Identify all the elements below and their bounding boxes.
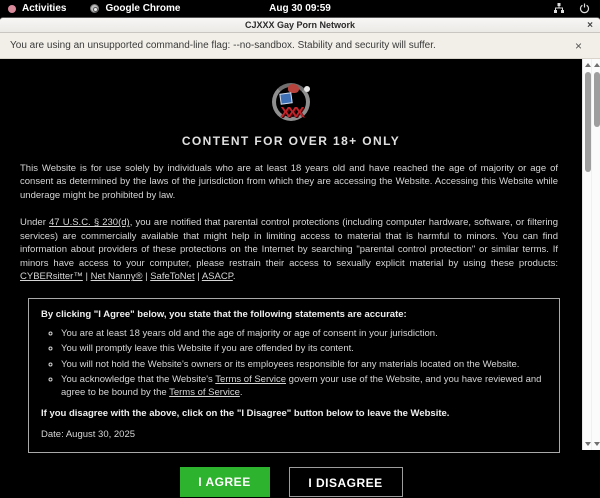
paragraph-parental-controls xyxy=(20,216,558,283)
logo-cube-icon xyxy=(279,92,292,105)
infobar-message: You are using an unsupported command-line flag: --no-sandbox. Stability and security will suffer. xyxy=(10,40,436,51)
cjxxx-logo xyxy=(270,81,312,123)
disagree-note: If you disagree with the above, click on the "I Disagree" button below to leave the Website. xyxy=(41,408,450,420)
infobar-close-icon[interactable]: × xyxy=(574,38,582,53)
logo-dot-icon xyxy=(304,86,310,92)
agreement-list xyxy=(41,328,547,400)
scrollbar-thumb[interactable] xyxy=(585,72,591,172)
terms-of-service-link[interactable]: Terms of Service xyxy=(215,373,287,385)
activities-button[interactable]: Activities xyxy=(22,3,67,14)
agreement-date: Date: August 30, 2025 xyxy=(41,429,136,441)
netnanny-link[interactable]: Net Nanny® xyxy=(90,271,143,283)
p2-text: Under xyxy=(20,217,50,229)
network-icon[interactable] xyxy=(553,3,565,14)
i-disagree-button[interactable]: I DISAGREE xyxy=(289,467,403,497)
power-icon[interactable] xyxy=(579,3,590,14)
agreement-item-tos xyxy=(61,374,547,400)
window-title: CJXXX Gay Porn Network xyxy=(244,20,356,30)
tos-text: You acknowledge that the Website's xyxy=(61,373,216,385)
gnome-top-bar xyxy=(0,0,600,17)
agreement-item-liability: ◦ You will not hold the Website's owners or its employees responsible for any materials located on the Website. xyxy=(61,359,547,372)
scroll-down-icon[interactable] xyxy=(594,442,600,446)
window-close-icon[interactable]: × xyxy=(587,20,593,31)
tos-text: govern your use of the Website, and you have reviewed and agree to be bound by the xyxy=(61,373,542,398)
safetonet-link[interactable]: SafeToNet xyxy=(150,271,195,283)
product-separator: | xyxy=(194,271,202,283)
asacp-link[interactable]: ASACP xyxy=(201,271,233,283)
terms-of-service-link[interactable]: Terms of Service xyxy=(169,386,240,398)
product-separator: | xyxy=(82,271,91,283)
tos-text: . xyxy=(239,386,243,398)
agreement-item-leave: ◦ You will promptly leave this Website if you are offended by its content. xyxy=(61,343,547,356)
inner-vertical-scrollbar[interactable] xyxy=(591,59,600,450)
agreement-item-age: ◦ You are at least 18 years old and the age of majority or age of consent in your jurisdiction. xyxy=(61,328,547,341)
window-titlebar[interactable] xyxy=(0,17,600,33)
chrome-infobar xyxy=(0,33,600,59)
page-title: CONTENT FOR OVER 18+ ONLY xyxy=(181,134,401,148)
agreement-box xyxy=(28,298,560,454)
i-agree-button[interactable]: I AGREE xyxy=(180,467,270,497)
scrollbar-region xyxy=(582,59,600,450)
page-content xyxy=(0,59,582,491)
product-separator: | xyxy=(142,271,151,283)
logo-xxx-text: XXX xyxy=(280,104,302,121)
p2-text: . xyxy=(232,271,236,283)
p2-text: , you are notified that parental control protections (including computer hardware, software, or filtering services) are commercially available that might help in limiting access to material that is harmful to minors. You can find information about providers of these protections on the Internet by searching "parental control protection" or similar terms. If minors have access to your computer, please restrain their access to sexually explicit material by using these products: xyxy=(20,217,558,269)
focused-app-menu[interactable]: Google Chrome xyxy=(105,3,181,14)
scroll-up-icon[interactable] xyxy=(594,63,600,67)
scrollbar-thumb[interactable] xyxy=(594,72,600,127)
consent-buttons xyxy=(0,467,582,497)
paragraph-age-statement: This Website is for use solely by individuals who are at least 18 years old and have reached the age of majority or age of consent as determined by the laws of the jurisdiction from which they are accessing the Website. Accessing this Website while underage might be prohibited by law. xyxy=(20,163,558,201)
usc-230d-link[interactable]: 47 U.S.C. § 230(d) xyxy=(49,217,130,229)
agreement-intro: By clicking "I Agree" below, you state that the following statements are accurate: xyxy=(41,308,407,320)
cybersitter-link[interactable]: CYBERsitter™ xyxy=(20,271,83,283)
clock[interactable]: Aug 30 09:59 xyxy=(269,3,331,14)
